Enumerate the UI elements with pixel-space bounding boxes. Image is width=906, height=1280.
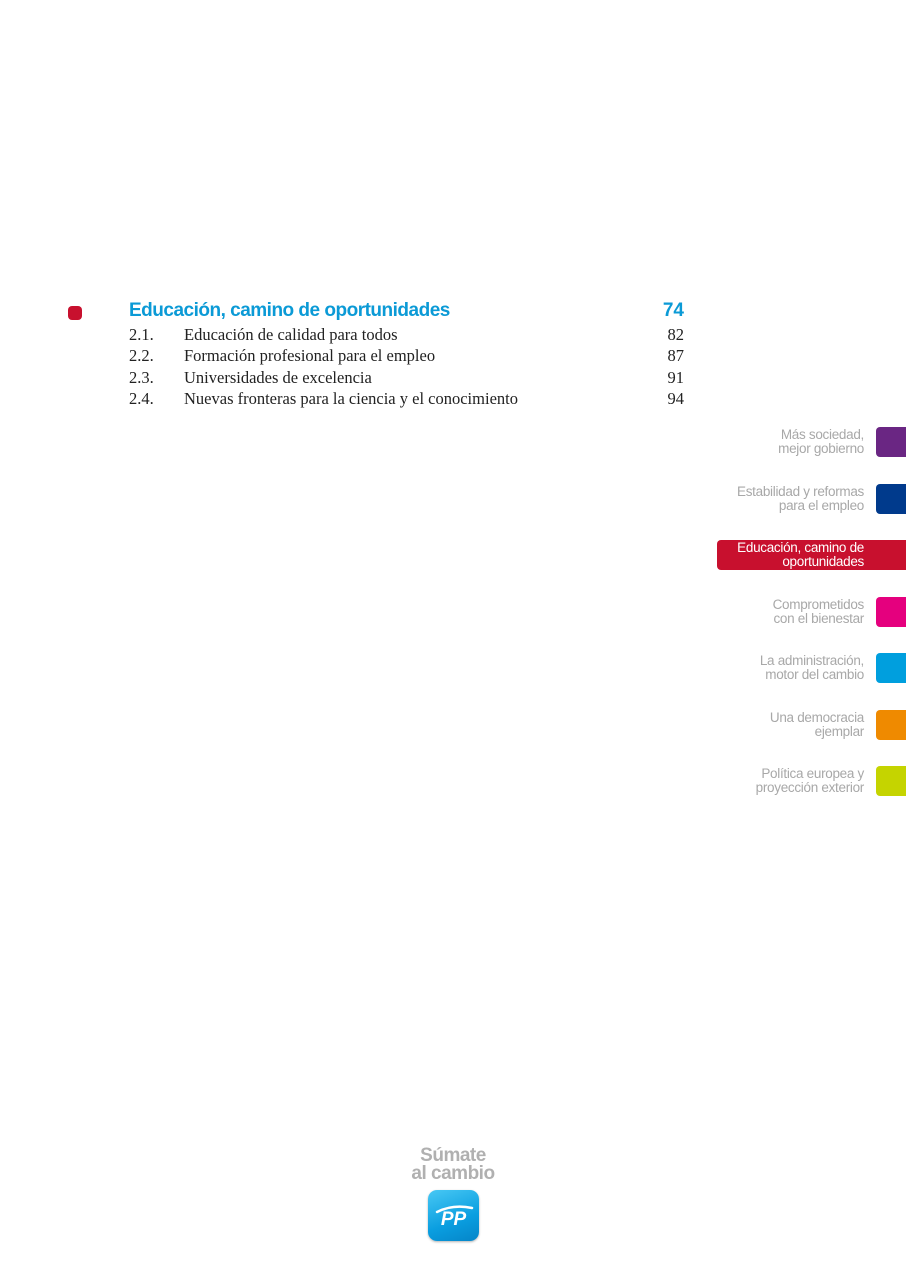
toc-row[interactable]: [129, 346, 684, 368]
sidebar-item-label: Política europea y proyección exterior: [755, 766, 864, 795]
section-page[interactable]: 74: [662, 300, 684, 321]
svg-text:PP: PP: [440, 1209, 467, 1230]
toc-label: Universidades de excelencia: [184, 368, 372, 387]
toc-row[interactable]: [129, 368, 684, 390]
sidebar-color-tab: [876, 710, 906, 740]
sidebar-item-label: Estabilidad y reformas para el empleo: [737, 484, 864, 513]
brand-slogan: Súmate al cambio: [411, 1145, 495, 1184]
sidebar-item-politica-europea[interactable]: [666, 766, 906, 798]
toc-label: Educación de calidad para todos: [184, 325, 398, 344]
toc-page: 91: [667, 368, 684, 387]
sidebar-color-tab: [876, 653, 906, 683]
toc-number: 2.3.: [129, 368, 154, 387]
toc-label: Nuevas fronteras para la ciencia y el conocimiento: [184, 389, 518, 408]
sidebar-item-estabilidad[interactable]: [666, 484, 906, 516]
sidebar-item-educacion[interactable]: [666, 540, 906, 572]
sidebar-item-label: Educación, camino de oportunidades: [737, 540, 864, 569]
sidebar-color-tab: [876, 427, 906, 457]
sidebar-item-label: Más sociedad, mejor gobierno: [778, 427, 864, 456]
section-title[interactable]: Educación, camino de oportunidades: [129, 300, 450, 321]
toc-number: 2.4.: [129, 389, 154, 408]
sidebar-item-comprometidos[interactable]: [666, 597, 906, 629]
toc-row[interactable]: [129, 325, 684, 347]
sidebar-item-label: La administración, motor del cambio: [759, 653, 864, 682]
sidebar-color-tab: [876, 484, 906, 514]
sidebar-color-tab: [876, 597, 906, 627]
toc-row[interactable]: [129, 389, 684, 411]
toc-page: 87: [667, 346, 684, 365]
sidebar-item-mas-sociedad[interactable]: [666, 427, 906, 459]
sidebar-item-label: Una democracia ejemplar: [769, 710, 864, 739]
toc-label: Formación profesional para el empleo: [184, 346, 436, 365]
toc-page: 82: [667, 325, 684, 344]
sidebar-color-tab: [876, 766, 906, 796]
toc-number: 2.2.: [129, 346, 154, 365]
sidebar-item-administracion[interactable]: [666, 653, 906, 685]
sidebar-item-democracia[interactable]: [666, 710, 906, 742]
toc-page: 94: [667, 389, 684, 408]
toc-number: 2.1.: [129, 325, 154, 344]
pp-logo-icon: [428, 1190, 479, 1241]
sidebar-item-label: Comprometidos con el bienestar: [772, 597, 864, 626]
section-marker: [68, 306, 82, 320]
